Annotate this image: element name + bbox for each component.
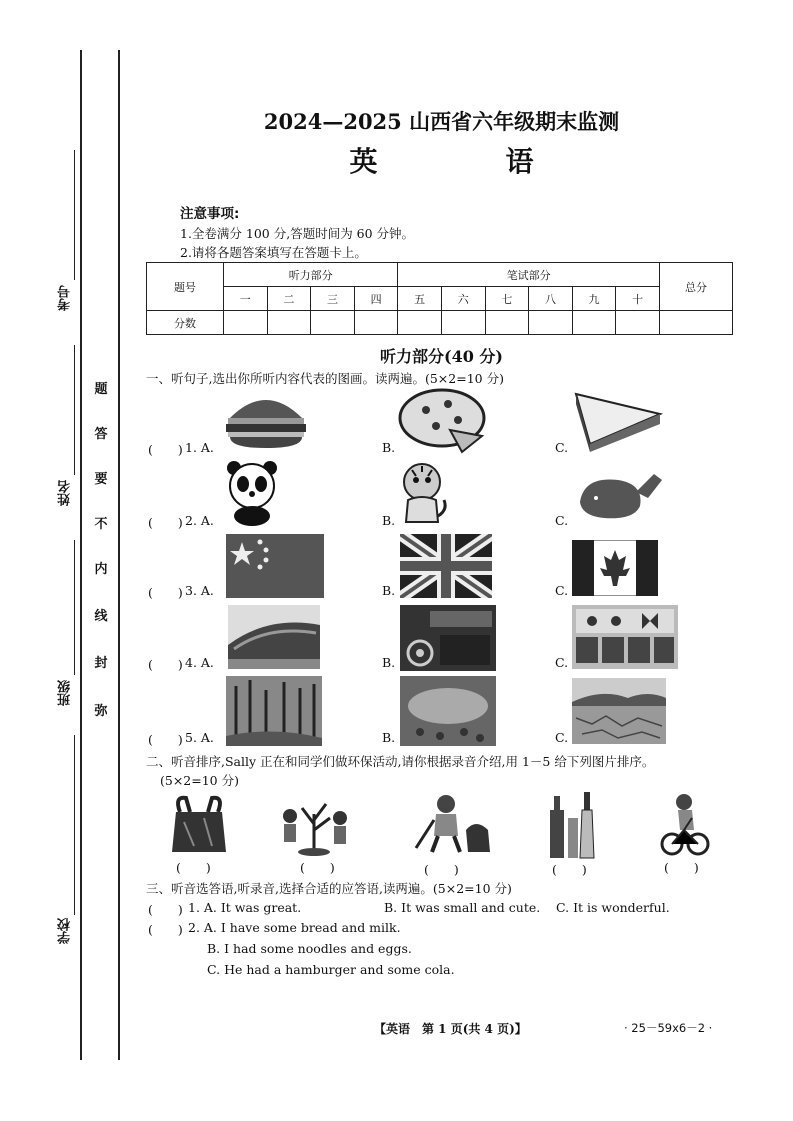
section-number: 三 [311,287,355,311]
print-code: · 25－59x6－2 · [624,1021,713,1035]
listening-header: 听力部分 [224,263,398,287]
q3-1-b: B. It was small and cute. [384,900,541,915]
b-label: B. [382,440,396,455]
uk-flag-icon [400,534,492,598]
section-number: 四 [354,287,398,311]
panda-icon [226,460,278,526]
section-number: 六 [441,287,485,311]
score-cell[interactable] [616,311,660,335]
warning-char: 封 [94,656,108,671]
answer-paren[interactable]: ( ) [148,732,183,747]
score-table [146,262,733,335]
class-field[interactable] [74,540,75,675]
col-label: 题号 [147,263,224,311]
whale-icon [574,462,666,524]
score-row-label: 分数 [147,311,224,335]
b-label: B. [382,513,396,528]
score-cell[interactable] [529,311,573,335]
answer-paren[interactable]: ( ) [148,515,183,530]
dry-land-photo [572,678,666,744]
bottles-icon [548,790,598,860]
cleaning-icon [410,790,496,856]
warning-char: 不 [94,517,108,532]
order-paren[interactable]: ( ) [176,860,211,875]
answer-paren[interactable]: ( ) [148,922,183,937]
q5-label: 5. A. [185,730,214,745]
q4-label: 4. A. [185,655,214,670]
binding-line-inner [118,50,120,1060]
section3-instruction: 三、听音选答语,听录音,选择合适的应答语,读两遍。(5×2=10 分) [146,881,512,896]
notice-line-1: 1.全卷满分 100 分,答题时间为 60 分钟。 [180,226,415,241]
notice-line-2: 2.请将各题答案填写在答题卡上。 [180,245,367,260]
warning-char: 题 [94,382,108,397]
writing-header: 笔试部分 [398,263,660,287]
section-number: 七 [485,287,529,311]
c-label: C. [555,440,569,455]
section-number: 二 [267,287,311,311]
score-cell[interactable] [572,311,616,335]
section2-instruction: 二、听音排序,Sally 正在和同学们做环保活动,请你根据录音介绍,用 1－5 给下列图片排序。 [146,754,655,769]
order-paren[interactable]: ( ) [424,862,459,877]
tree-planting-icon [274,794,358,856]
plastic-bag-icon [168,792,230,856]
school-field[interactable] [74,735,75,915]
score-cell[interactable] [441,311,485,335]
order-paren[interactable]: ( ) [300,860,335,875]
warning-char: 弥 [94,704,108,719]
answer-paren[interactable]: ( ) [148,902,183,917]
hamburger-icon [224,388,308,452]
score-cell[interactable] [224,311,268,335]
score-cell[interactable] [267,311,311,335]
building-photo [228,605,320,669]
exam-title: 2024—2025 山西省六年级期末监测 [263,109,620,134]
q1-label: 1. A. [185,440,214,455]
section-number: 九 [572,287,616,311]
sandwich-icon [572,384,664,454]
b-label: B. [382,655,396,670]
q3-1-a: 1. A. It was great. [188,900,302,915]
warning-char: 线 [94,609,108,624]
score-cell[interactable] [485,311,529,335]
insect-display-photo [572,605,678,669]
section2-points: (5×2=10 分) [160,773,239,788]
q3-2-a: 2. A. I have some bread and milk. [188,920,401,935]
page-footer: 【英语 第 1 页(共 4 页)】 [374,1022,527,1036]
school-label: 学校 [58,918,73,944]
warning-char: 要 [94,472,108,487]
c-label: C. [555,655,569,670]
c-label: C. [555,730,569,745]
q3-2-b: B. I had some noodles and eggs. [207,941,412,956]
q3-1-c: C. It is wonderful. [556,900,670,915]
score-cell[interactable] [354,311,398,335]
section-number: 八 [529,287,573,311]
museum-photo [400,605,496,671]
score-cell[interactable] [398,311,442,335]
listening-section-title: 听力部分(40 分) [380,347,503,366]
c-label: C. [555,513,569,528]
canada-flag-icon [572,540,658,596]
order-paren[interactable]: ( ) [552,862,587,877]
total-header: 总分 [660,263,733,311]
b-label: B. [382,730,396,745]
binding-line-outer [80,50,82,1060]
score-total-cell[interactable] [660,311,733,335]
pond-photo [400,676,496,746]
forest-photo [226,676,322,746]
tiger-icon [398,460,450,526]
china-flag-icon [226,534,324,598]
score-cell[interactable] [311,311,355,335]
c-label: C. [555,583,569,598]
warning-char: 内 [94,562,108,577]
cyclist-icon [660,792,710,858]
q3-label: 3. A. [185,583,214,598]
notice-heading: 注意事项: [180,206,240,222]
q3-2-c: C. He had a hamburger and some cola. [207,962,455,977]
answer-paren[interactable]: ( ) [148,657,183,672]
answer-paren[interactable]: ( ) [148,585,183,600]
section-number: 一 [224,287,268,311]
section-number: 十 [616,287,660,311]
section-number: 五 [398,287,442,311]
name-label: 姓名 [58,480,73,506]
answer-paren[interactable]: ( ) [148,442,183,457]
pizza-icon [396,386,488,454]
exam-no-label: 考号 [58,285,73,311]
section1-instruction: 一、听句子,选出你所听内容代表的图画。读两遍。(5×2=10 分) [146,371,504,386]
subject-title: 英 语 [349,145,584,178]
b-label: B. [382,583,396,598]
order-paren[interactable]: ( ) [664,860,699,875]
q2-label: 2. A. [185,513,214,528]
class-label: 班级 [58,680,73,706]
warning-char: 答 [94,427,108,442]
